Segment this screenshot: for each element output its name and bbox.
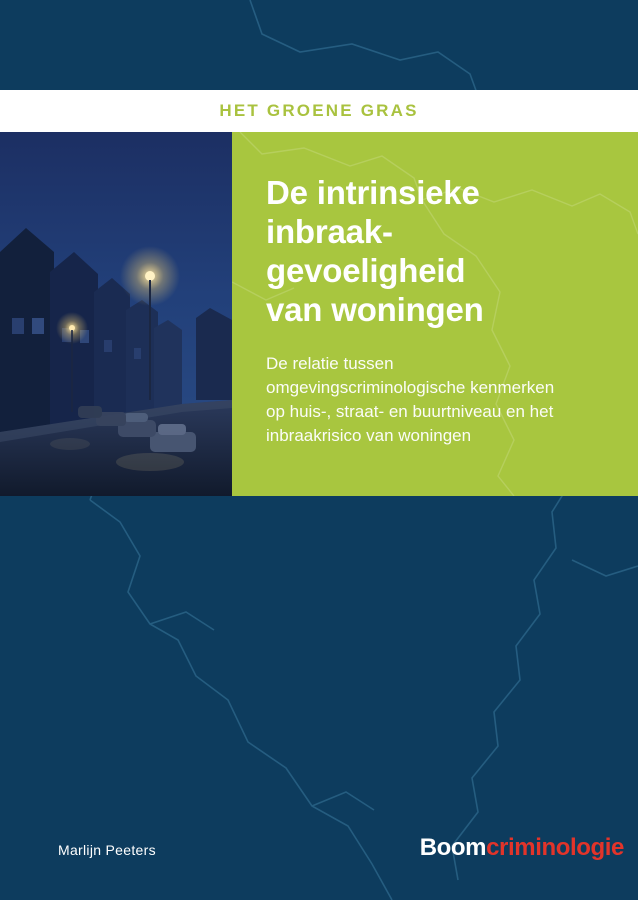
publisher-name: Boom	[419, 834, 487, 861]
series-title: HET GROENE GRAS	[219, 101, 419, 120]
cover-photo	[0, 132, 232, 496]
series-band	[0, 90, 638, 132]
title-panel	[232, 132, 638, 496]
publisher-imprint: criminologie	[486, 834, 624, 861]
title-line-3: gevoeligheid	[266, 251, 466, 289]
author-name: Marlijn Peeters	[58, 842, 156, 858]
night-street-illustration	[0, 132, 232, 496]
cover-panels	[0, 132, 638, 496]
page-title	[266, 174, 604, 330]
publisher-logo	[420, 834, 624, 862]
title-line-2: inbraak-	[266, 212, 393, 250]
title-line-1: De intrinsieke	[266, 174, 480, 211]
page-subtitle: De relatie tussen omgevingscriminologische kenmerken op huis-, straat- en buurtniveau en het inbraakrisico van woningen	[266, 353, 555, 446]
title-line-4: van woningen	[266, 290, 484, 328]
